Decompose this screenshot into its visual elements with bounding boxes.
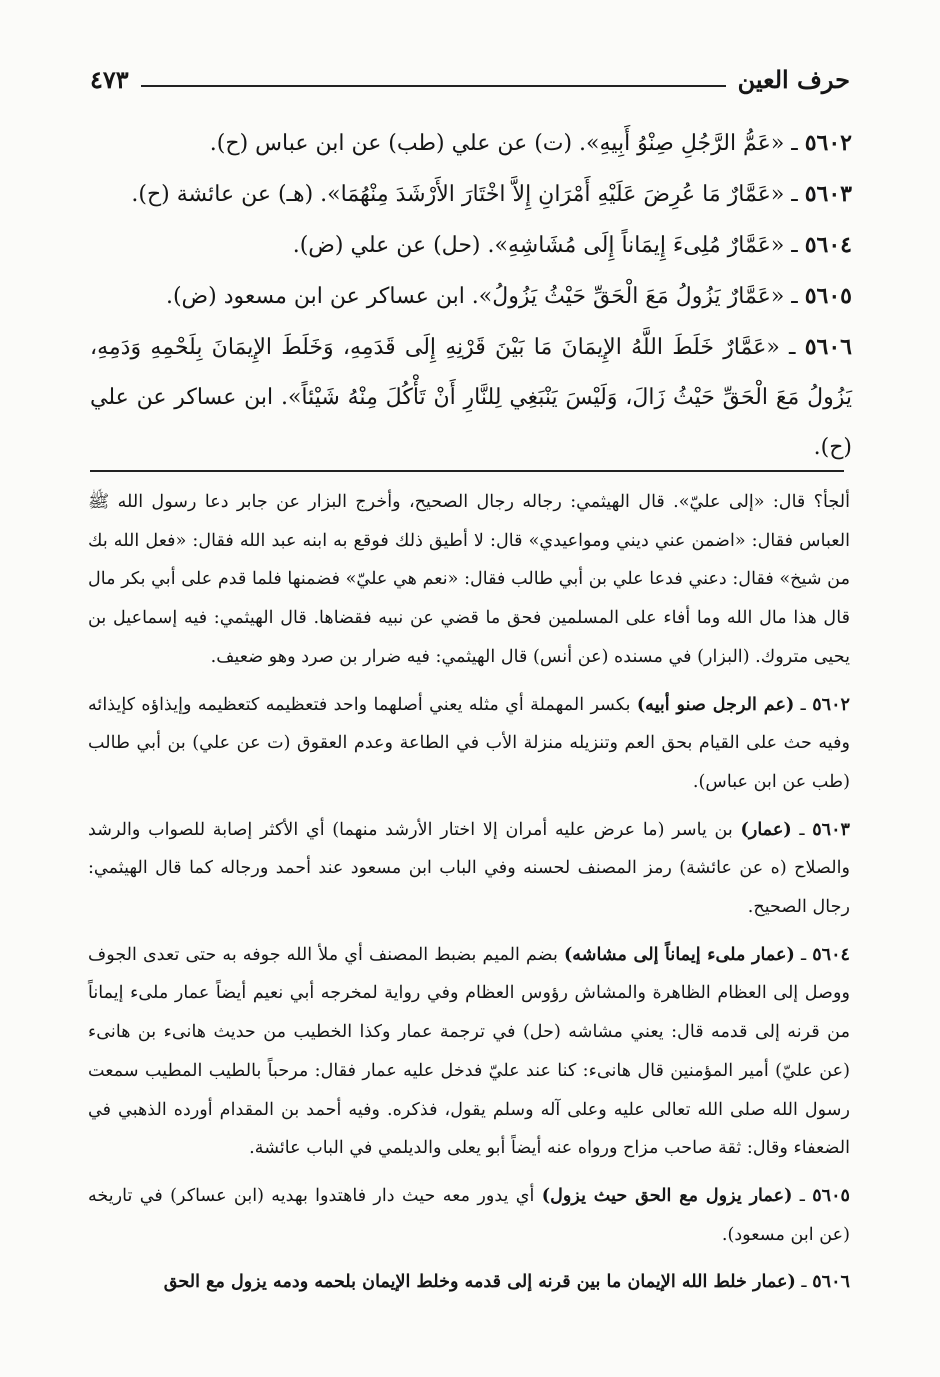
commentary-text: بكسر المهملة أي مثله يعني أصلهما واحد فتعظيمه كتعظيمه وإيذاؤه كإيذائه وفيه حث على القيام بحق العم وتنزيله منزلة الأب في الطاعة وعدم العقوق (ت عن علي) بن أبي طالب (طب عن ابن عباس).	[88, 694, 850, 792]
commentary-number: ٥٦٠٥	[812, 1184, 850, 1206]
hadith-separator: ـ	[784, 131, 805, 156]
page-number: ٤٧٣	[90, 65, 129, 94]
commentary-quote: (عمار)	[740, 818, 792, 840]
commentary-number: ٥٦٠٣	[812, 818, 850, 840]
commentary-quote: (عمار ملىء إيماناً إلى مشاشه)	[563, 943, 795, 965]
hadith-text: «عَمُّ الرَّجُلِ صِنْوُ أَبِيهِ». (ت) عن علي (طب) عن ابن عباس (ح).	[209, 131, 785, 156]
hadith-number: ٥٦٠٤	[804, 232, 852, 258]
commentary-entry	[88, 936, 850, 1168]
hadith-text: «عَمَّارٌ خَلَطَ اللَّهُ الإِيمَانَ مَا بَيْنَ قَرْنِهِ إِلَى قَدَمِهِ، وَخَلَطَ الإِيمَانَ بِلَحْمِهِ وَدَمِهِ، يَزُولُ مَعَ الْحَقِّ حَيْثُ زَالَ، وَلَيْسَ يَنْبَغِي لِلنَّارِ أَنْ تَأْكُلَ مِنْهُ شَيْئاً». ابن عساكر عن علي (ح).	[90, 335, 852, 460]
commentary-text: أي يدور معه حيث دار فاهتدوا بهديه (ابن عساكر) في تاريخه (عن ابن مسعود).	[88, 1185, 850, 1245]
hadith-separator: ـ	[784, 233, 805, 258]
commentary-number: ٥٦٠٢	[812, 693, 850, 715]
commentary-text: بن ياسر (ما عرض عليه أمران إلا اختار الأرشد منهما) أي الأكثر إصابة للصواب والرشد والصلاح (ه عن عائشة) رمز المصنف لحسنه وفي الباب ابن مسعود عند أحمد ورجاله كما قال الهيثمي: رجال الصحيح.	[88, 819, 850, 918]
commentary-quote: (عمار خلط الله الإيمان ما بين قرنه إلى قدمه وخلط الإيمان بلحمه ودمه يزول مع الحق	[163, 1271, 796, 1293]
chapter-title: حرف العين	[737, 65, 850, 94]
commentary-separator: ـ	[794, 944, 813, 965]
hadith-list	[90, 118, 852, 473]
commentary-quote: (عمار يزول مع الحق حيث يزول)	[541, 1184, 793, 1206]
commentary-separator: ـ	[795, 1272, 813, 1293]
commentary-entry	[88, 811, 850, 927]
commentary-section	[88, 483, 850, 1302]
commentary-separator: ـ	[791, 819, 813, 840]
commentary-quote: (عم الرجل صنو أبيه)	[636, 693, 795, 715]
hadith-entry	[90, 220, 852, 271]
hadith-number: ٥٦٠٥	[804, 283, 852, 309]
footnote-divider	[90, 470, 844, 472]
commentary-continuation: ألجأ؟ قال: «إلى عليّ». قال الهيثمي: رجاله رجال الصحيح، وأخرج البزار عن جابر دعا رسول الله ﷺ العباس فقال: «اضمن عني ديني ومواعيدي» قال: لا أطيق ذلك فوقع به ابنه عبد الله فقال: «فعل الله بك من شيخ» فقال: دعني فدعا علي بن أبي طالب فقال: «نعم هي عليّ» فضمنها فلما قدم على أبي بكر مال قال هذا مال الله وما أفاء على المسلمين فحق ما قضي عن نبيه فقضاها. قال الهيثمي: فيه إسماعيل بن يحيى متروك. (البزار) في مسنده (عن أنس) قال الهيثمي: فيه ضرار بن صرد وهو ضعيف.	[88, 492, 850, 667]
hadith-number: ٥٦٠٢	[804, 130, 852, 156]
hadith-entry	[90, 271, 852, 322]
hadith-number: ٥٦٠٣	[804, 181, 852, 207]
header-rule	[141, 85, 726, 87]
hadith-separator: ـ	[784, 284, 805, 309]
commentary-number: ٥٦٠٦	[812, 1271, 850, 1293]
page-header	[90, 55, 850, 95]
commentary-separator: ـ	[792, 1185, 813, 1206]
hadith-text: «عَمَّارٌ مُلِىءَ إِيمَاناً إِلَى مُشَاشِهِ». (حل) عن علي (ض).	[292, 233, 785, 258]
hadith-number: ٥٦٠٦	[804, 334, 852, 360]
hadith-entry	[90, 169, 852, 220]
hadith-text: «عَمَّارٌ مَا عُرِضَ عَلَيْهِ أَمْرَانِ إِلاَّ اخْتَارَ الأَرْشَدَ مِنْهُمَا». (هـ) عن عائشة (ح).	[131, 182, 785, 207]
commentary-entry	[88, 686, 850, 802]
hadith-entry	[90, 118, 852, 169]
commentary-text: بضم الميم بضبط المصنف أي ملأ الله جوفه به حتى تعدى الجوف ووصل إلى العظام الظاهرة والمشاش رؤوس العظام وفي رواية لمخرجه أبي نعيم أيضاً عمار ملىء إيماناً من قرنه إلى قدمه قال: يعني مشاشه (حل) في ترجمة عمار وكذا الخطيب من حديث هانىء بن هانىء (عن عليّ) أمير المؤمنين قال هانىء: كنا عند عليّ فدخل عليه عمار فقال: مرحباً بالطيب المطيب سمعت رسول الله صلى الله تعالى عليه وعلى آله وسلم يقول، فذكره. وفيه أحمد بن المقدام أورده الذهبي في الضعفاء وقال: ثقة صاحب مزاح ورواه عنه أيضاً أبو يعلى والديلمي في الباب عائشة.	[88, 944, 850, 1159]
commentary-entry	[88, 1263, 850, 1302]
hadith-separator: ـ	[784, 182, 805, 207]
commentary-number: ٥٦٠٤	[812, 943, 851, 965]
commentary-separator: ـ	[794, 694, 813, 715]
hadith-separator: ـ	[779, 335, 805, 360]
commentary-entry	[88, 1177, 850, 1254]
hadith-entry	[90, 322, 852, 473]
hadith-text: «عَمَّارٌ يَزُولُ مَعَ الْحَقِّ حَيْثُ يَزُولُ». ابن عساكر عن ابن مسعود (ض).	[165, 284, 785, 309]
